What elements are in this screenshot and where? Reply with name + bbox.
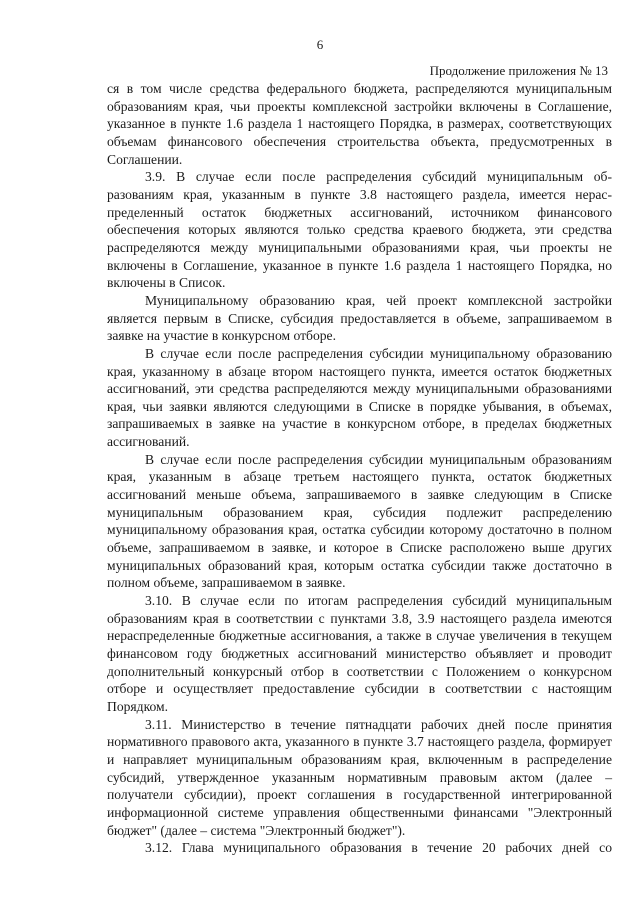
paragraph-remainder-distribution: В случае если после распределения субсидии муниципальному образованию края, указанному в абзаце втором настоящего пункта, имеется остаток бюджетных ассигнований, эти средства распределяются между муниципальными образованиями края, чьи заявки являются следующими в Списке в порядке убывания, в объемах, запрашиваемых в заявке на участие в конкурсном отборе, в пределах бюджетных ассигнований.: [107, 345, 612, 450]
document-body: [107, 80, 612, 857]
page-number: 6: [316, 37, 324, 52]
paragraph-3-11: 3.11. Министерство в течение пятнадцати рабочих дней после принятия нормативного правового акта, указанного в пункте 3.7 настоящего раздела, формирует и направляет муниципальным образованиям края, включенным в распределение субсидий, утвержденное указанным нормативным правовым актом (далее – получатели субсидии), проект соглашения в государственной интегрированной информационной системе управления общественными финансами "Электронный бюджет" (далее – система "Электронный бюджет").: [107, 716, 612, 838]
paragraph-3-10: 3.10. В случае если по итогам распределения субсидий муниципальным образованиям края в соответствии с пунктами 3.8, 3.9 настоящего раздела имеются нераспределенные бюджетные ассигнования, а также в случае увеличения в текущем финансовом году бюджетных ассигнований министерство объявляет и проводит дополнительный конкурсный отбор в соответствии с Положением о конкурсном отборе и осуществляет предоставление субсидии в соответствии с настоящим Порядком.: [107, 593, 612, 714]
appendix-note: Продолжение приложения № 13: [429, 63, 608, 78]
paragraph-insufficient-remainder: В случае если после распределения субсидии муниципальным образованиям края, указанным в абзаце третьем настоящего пункта, остаток бюджетных ассигнований меньше объема, запрашиваемого в заявке следующим в Списке муниципальным образованием края, субсидия подлежит распределению муниципальному образования края, остатка субсидии которому достаточно в полном объеме, запрашиваемом в заявке, и которое в Списке расположено выше других муниципальных образований края, которым остатка субсидии также достаточно в полном объеме, запрашиваемом в заявке.: [107, 451, 612, 591]
paragraph-first-in-list: Муниципальному образованию края, чей проект комплексной застройки является первым в Списке, субсидия предоставляется в объеме, запрашиваемом в заявке на участие в конкурсном отборе.: [107, 292, 612, 344]
paragraph-3-9: 3.9. В случае если после распределения субсидий муниципальным образованиям края, указанным в пункте 3.8 настоящего раздела, имеется нераспределенный остаток бюджетных ассигнований, источником финансового обеспечения которых являются только средства краевого бюджета, эти средства распределяются между муниципальными образованиями края, чьи проекты не включены в Соглашение, указанное в пункте 1.6 раздела 1 настоящего Порядка, но включены в Список.: [107, 169, 612, 291]
paragraph-3-12: 3.12. Глава муниципального образования в течение 20 рабочих дней со: [145, 840, 612, 856]
paragraph-continuation: ся в том числе средства федерального бюджета, распределяются муниципальным образованиям края, чьи проекты комплексной застройки включены в Соглашение, указанное в пункте 1.6 раздела 1 настоящего Порядка, в размерах, соответствующих объемам финансового обеспечения строительства объекта, предусмотренных в Соглашении.: [107, 81, 612, 167]
